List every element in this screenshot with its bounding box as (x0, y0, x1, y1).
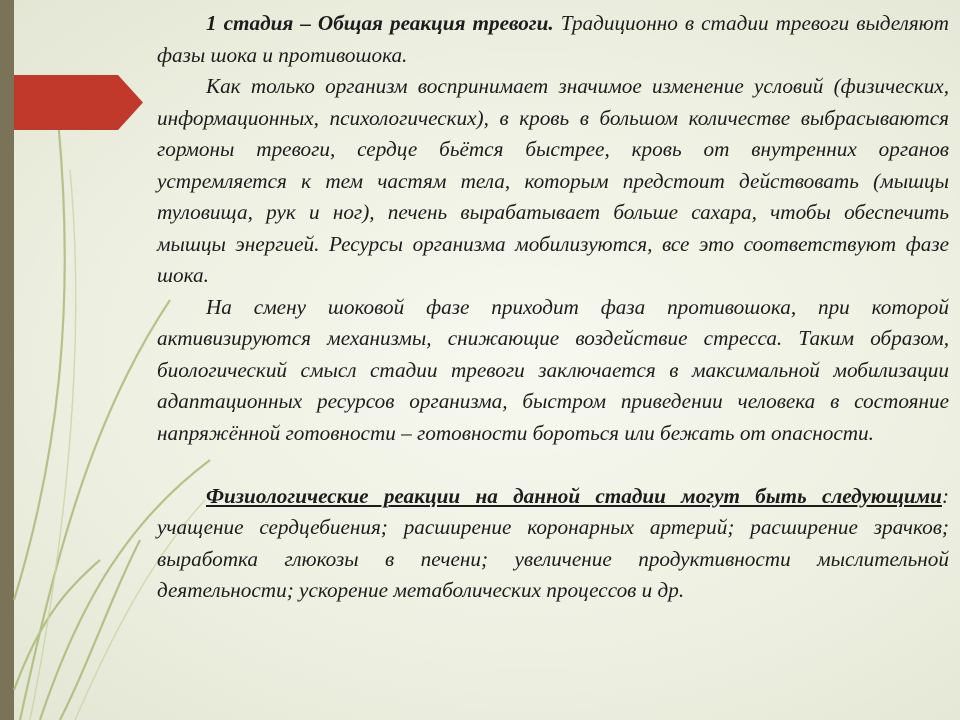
paragraph-stage-1 (157, 8, 949, 71)
paragraph-physiological-reactions (157, 481, 949, 607)
blank-line (157, 449, 949, 481)
stage-heading: 1 стадия – Общая реакция тревоги. (206, 11, 554, 35)
red-arrow-shape (0, 75, 143, 130)
stage-intro: Традиционно в стадии тревоги выделяют фазы шока и противошока. (157, 11, 949, 67)
reactions-heading: Физиологические реакции на данной стадии могут быть следующими (206, 483, 942, 508)
slide-body-text (157, 8, 949, 607)
paragraph-shock-phase: Как только организм воспринимает значимое изменение условий (физических, информационных, психологических), в кровь в большом количестве выбрасываются гормоны тревоги, сердце бьётся быстрее, кровь от внутренних органов устремляется к тем частям тела, которым предстоит действовать (мышцы туловища, рук и ног), печень вырабатывает больше сахара, чтобы обеспечить мышцы энергией. Ресурсы организма мобилизуются, все это соответствуют фазе шока. (157, 74, 949, 287)
reactions-list: : учащение сердцебиения; расширение коронарных артерий; расширение зрачков; выработка глюкозы в печени; увеличение продуктивности мыслительной деятельности; ускорение метаболических процессов и др. (157, 483, 949, 602)
paragraph-countershock-phase: На смену шоковой фазе приходит фаза противошока, при которой активизируются механизмы, снижающие воздействие стресса. Таким образом, биологический смысл стадии тревоги заключается в максимальной мобилизации адаптационных ресурсов организма, быстром приведении человека в состояние напряжённой готовности – готовности бороться или бежать от опасности. (157, 294, 949, 445)
